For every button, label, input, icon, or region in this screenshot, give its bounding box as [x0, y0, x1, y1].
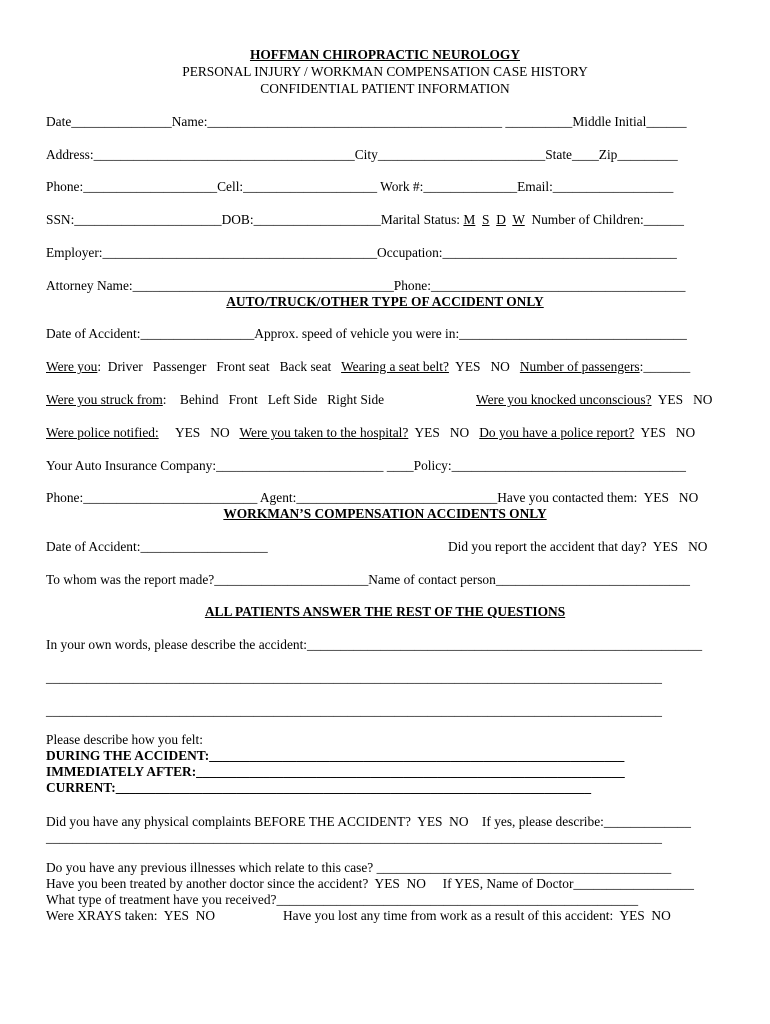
- before-label: Did you have any physical complaints BEFORE THE ACCIDENT?: [46, 814, 411, 829]
- children-label: Number of Children:: [531, 212, 644, 227]
- address-row[interactable]: Address:_______________________________________City_________________________State____Zip_________: [46, 147, 678, 162]
- occupation-label: Occupation:: [377, 245, 443, 260]
- attorney-phone-label: Phone:: [393, 278, 431, 293]
- reported-yes-no[interactable]: YES NO: [652, 539, 708, 554]
- name-label: Name:: [171, 114, 208, 129]
- before-row[interactable]: Did you have any physical complaints BEFORE THE ACCIDENT? YES NO If yes, please describe:_____________: [46, 814, 691, 829]
- to-whom-row[interactable]: To whom was the report made?_______________________Name of contact person_____________________________: [46, 572, 690, 587]
- dob-label: DOB:: [221, 212, 254, 227]
- middle-initial-label: Middle Initial: [572, 114, 647, 129]
- phone-row[interactable]: Phone:____________________Cell:____________________ Work #:______________Email:__________________: [46, 179, 674, 194]
- all-section-heading: ALL PATIENTS ANSWER THE REST OF THE QUESTIONS: [204, 604, 566, 619]
- police-row[interactable]: [46, 425, 695, 441]
- insurance-row[interactable]: Your Auto Insurance Company:_________________________ ____Policy:___________________________________: [46, 458, 686, 473]
- treated-label: Have you been treated by another doctor since the accident?: [46, 876, 369, 891]
- struck-row[interactable]: Were you struck from: Behind Front Left Side Right Side: [46, 392, 385, 407]
- contact-person-label: Name of contact person: [368, 572, 496, 587]
- treatment-label: What type of treatment have you received?: [46, 892, 277, 907]
- employer-row[interactable]: Employer:_________________________________________Occupation:___________________________________: [46, 245, 677, 260]
- after-label: IMMEDIATELY AFTER:: [46, 764, 197, 779]
- policy-label: Policy:: [413, 458, 452, 473]
- form-subtitle-2: CONFIDENTIAL PATIENT INFORMATION: [260, 81, 510, 96]
- agent-label: Agent:: [259, 490, 297, 505]
- form-subtitle: PERSONAL INJURY / WORKMAN COMPENSATION CASE HISTORY: [182, 64, 588, 79]
- seat-options[interactable]: Driver Passenger Front seat Back seat: [107, 359, 332, 374]
- police-report-yes-no[interactable]: YES NO: [640, 425, 696, 440]
- ssn-label: SSN:: [46, 212, 75, 227]
- struck-options[interactable]: Behind Front Left Side Right Side: [179, 392, 385, 407]
- email-label: Email:: [517, 179, 553, 194]
- agent-row[interactable]: Phone:__________________________ Agent:______________________________Have you contacted them: YES NO: [46, 490, 699, 505]
- marital-m[interactable]: M: [463, 212, 476, 227]
- ssn-row[interactable]: SSN:______________________DOB:___________________Marital Status: M S D W Number of Children:______: [46, 212, 684, 227]
- auto-section-heading: AUTO/TRUCK/OTHER TYPE OF ACCIDENT ONLY: [226, 294, 544, 309]
- seatbelt-label: Wearing a seat belt?: [341, 359, 449, 374]
- employer-label: Employer:: [46, 245, 103, 260]
- unconscious-yes-no[interactable]: YES NO: [657, 392, 713, 407]
- hospital-yes-no[interactable]: YES NO: [414, 425, 470, 440]
- police-notified-label: Were police notified:: [46, 425, 159, 440]
- workman-date-row[interactable]: Date of Accident:___________________: [46, 539, 268, 554]
- date-name-row[interactable]: Date_______________Name:____________________________________________ __________Middle Initial______: [46, 114, 687, 129]
- marital-d[interactable]: D: [496, 212, 506, 227]
- marital-w[interactable]: W: [512, 212, 525, 227]
- cell-label: Cell:: [217, 179, 244, 194]
- contacted-label: Have you contacted them:: [497, 490, 638, 505]
- marital-s[interactable]: S: [482, 212, 490, 227]
- describe-line-1[interactable]: ____________________________________________________________________________________________: [46, 670, 662, 685]
- doctor-label: If YES, Name of Doctor: [442, 876, 574, 891]
- treated-yes-no[interactable]: YES NO: [374, 876, 426, 891]
- felt-label: Please describe how you felt:: [46, 732, 203, 747]
- speed-label: Approx. speed of vehicle you were in:: [254, 326, 460, 341]
- describe-line-2[interactable]: ____________________________________________________________________________________________: [46, 703, 662, 718]
- workman-section-heading: WORKMAN’S COMPENSATION ACCIDENTS ONLY: [223, 506, 547, 521]
- form-title: HOFFMAN CHIROPRACTIC NEUROLOGY: [249, 47, 521, 62]
- current-row[interactable]: CURRENT:_______________________________________________________________________: [46, 780, 592, 795]
- treated-row[interactable]: Have you been treated by another doctor since the accident? YES NO If YES, Name of Doctor__________________: [46, 876, 694, 891]
- struck-label: Were you struck from: [46, 392, 163, 407]
- after-row[interactable]: IMMEDIATELY AFTER:________________________________________________________________: [46, 764, 625, 779]
- xrays-label: Were XRAYS taken:: [46, 908, 158, 923]
- describe-row[interactable]: In your own words, please describe the accident:___________________________________________________________: [46, 637, 703, 652]
- lost-time-yes-no[interactable]: YES NO: [619, 908, 671, 923]
- agent-phone-label: Phone:: [46, 490, 84, 505]
- seatbelt-yes-no[interactable]: YES NO: [455, 359, 510, 374]
- attorney-label: Attorney Name:: [46, 278, 133, 293]
- phone-label: Phone:: [46, 179, 84, 194]
- workman-date-label: Date of Accident:: [46, 539, 141, 554]
- passengers-label: Number of passengers: [519, 359, 640, 374]
- describe-label: In your own words, please describe the accident:: [46, 637, 308, 652]
- current-label: CURRENT:: [46, 780, 116, 795]
- xrays-yes-no[interactable]: YES NO: [163, 908, 216, 923]
- marital-label: Marital Status:: [380, 212, 461, 227]
- during-label: DURING THE ACCIDENT:: [46, 748, 210, 763]
- auto-date-row[interactable]: Date of Accident:_________________Approx. speed of vehicle you were in:__________________________________: [46, 326, 687, 341]
- reported-label: Did you report the accident that day?: [448, 539, 647, 554]
- to-whom-label: To whom was the report made?: [46, 572, 215, 587]
- address-label: Address:: [46, 147, 94, 162]
- were-you-row[interactable]: Were you: Driver Passenger Front seat Back seat Wearing a seat belt? YES NO Number of passengers:_______: [46, 359, 691, 374]
- police-yes-no[interactable]: YES NO: [174, 425, 230, 440]
- insurance-label: Your Auto Insurance Company:: [46, 458, 217, 473]
- previous-row[interactable]: Do you have any previous illnesses which relate to this case? ____________________________________________: [46, 860, 672, 875]
- police-report-label: Do you have a police report?: [479, 425, 635, 440]
- auto-date-label: Date of Accident:: [46, 326, 141, 341]
- treatment-row[interactable]: What type of treatment have you received?______________________________________________________: [46, 892, 639, 907]
- previous-label: Do you have any previous illnesses which relate to this case?: [46, 860, 374, 875]
- were-you-label: Were you: [46, 359, 98, 374]
- city-label: City: [354, 147, 378, 162]
- unconscious-label: Were you knocked unconscious?: [476, 392, 652, 407]
- reported-row[interactable]: [448, 539, 707, 555]
- unconscious-row[interactable]: [476, 392, 712, 408]
- xrays-row[interactable]: [46, 908, 215, 924]
- if-yes-label: If yes, please describe:: [481, 814, 604, 829]
- state-label: State: [545, 147, 572, 162]
- lost-time-label: Have you lost any time from work as a result of this accident:: [283, 908, 614, 923]
- work-label: Work #:: [380, 179, 424, 194]
- zip-label: Zip: [598, 147, 618, 162]
- attorney-row[interactable]: Attorney Name:_______________________________________Phone:______________________________________: [46, 278, 686, 293]
- lost-time-row[interactable]: [283, 908, 671, 924]
- before-yes-no[interactable]: YES NO: [417, 814, 469, 829]
- date-label: Date: [46, 114, 72, 129]
- contacted-yes-no[interactable]: YES NO: [643, 490, 699, 505]
- hospital-label: Were you taken to the hospital?: [239, 425, 409, 440]
- before-line[interactable]: ____________________________________________________________________________________________: [46, 830, 662, 845]
- during-row[interactable]: DURING THE ACCIDENT:______________________________________________________________: [46, 748, 625, 763]
